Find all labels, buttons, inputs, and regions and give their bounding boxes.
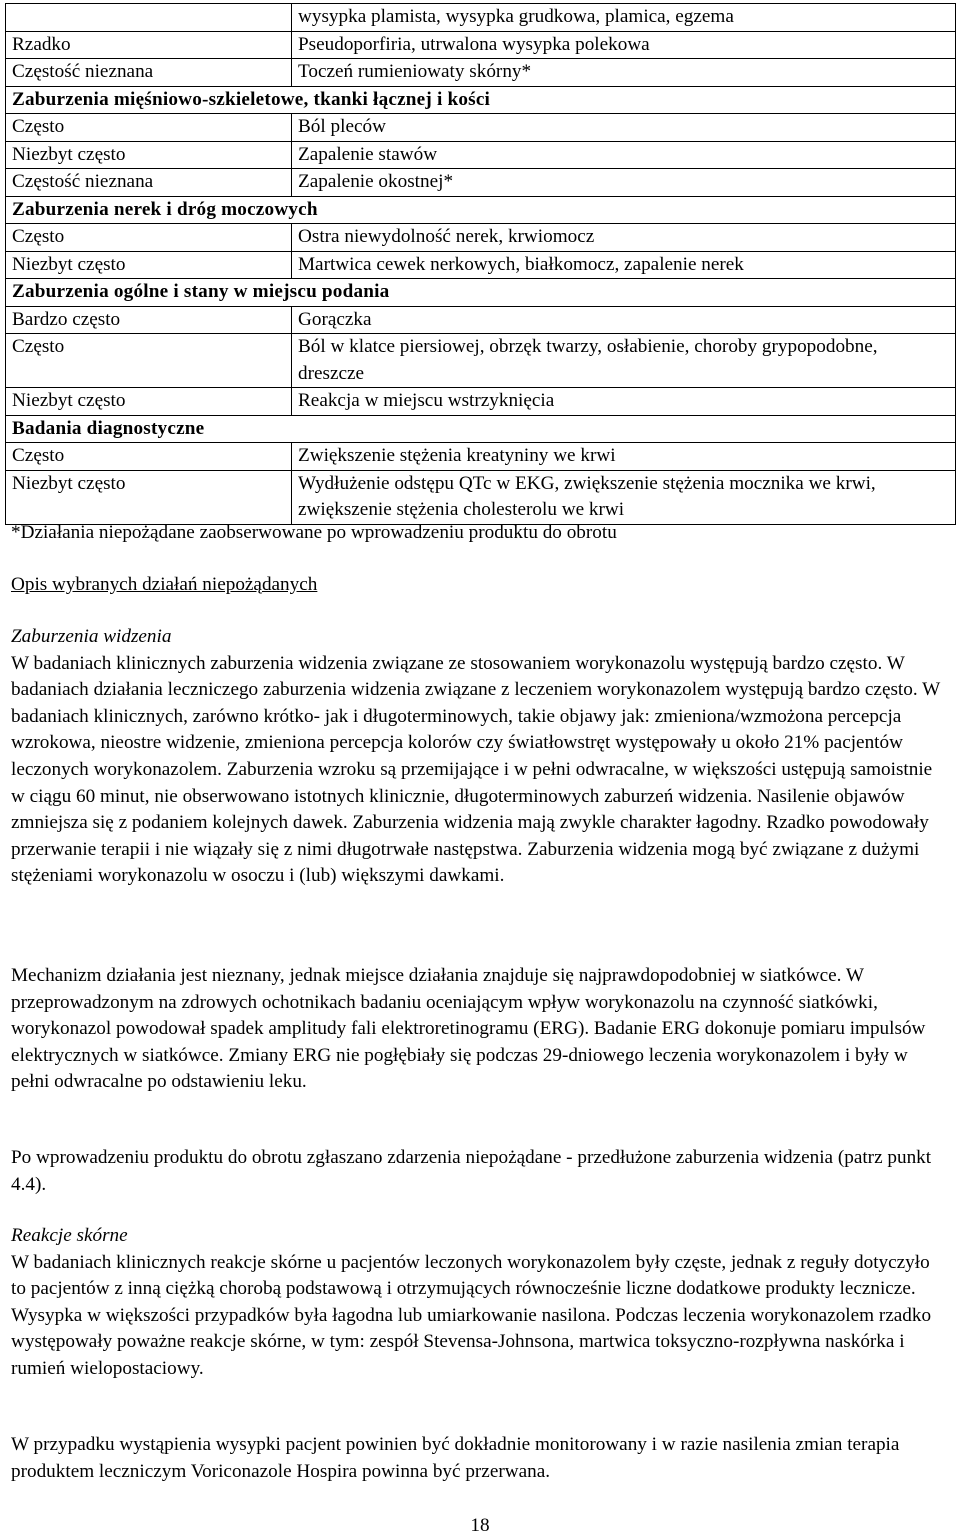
vision-paragraph-2: Mechanizm działania jest nieznany, jednak miejsce działania znajduje się najprawdopodobniej w siatkówce. W przeprowadzonym na zdrowych ochotnikach badaniu oceniającym wpływ worykonazolu na czynność siatkówki, worykonazol powodował spadek amplitudy fali elektroretinogramu (ERG). Badanie ERG dokonuje pomiaru impulsów elektrycznych w siatkówce. Zmiany ERG nie pogłębiały się podczas 29-dniowego leczenia worykonazolem i były w pełni odwracalne po odstawieniu leku. — [11, 965, 926, 1093]
vision-paragraph-1: W badaniach klinicznych zaburzenia widzenia związane ze stosowaniem worykonazolu występują bardzo często. W badaniach działania leczniczego zaburzenia widzenia związane z leczeniem worykonazolem występują bardzo często. W badaniach klinicznych, zarówno krótko- jak i długoterminowych, takie objawy jak: zmieniona/wzmożona percepcja wzrokowa, nieostre widzenie, zmieniona percepcja kolorów czy światłowstręt występowały u około 21% pacjentów leczonych worykonazolem. Zaburzenia wzroku są przemijające i w pełni odwracalne, w większości ustępują samoistnie w ciągu 60 minut, nie obserwowano istotnych klinicznie, długoterminowych zaburzeń widzenia. Nasilenie objawów zmniejsza się z podaniem kolejnych dawek. Zaburzenia widzenia mają zwykle charakter łagodny. Rzadko powodowały przerwanie terapii i nie wiązały się z nimi długotrwałe następstwa. Zaburzenia widzenia mogą być związane z dużymi stężeniami worykonazolu w osoczu i (lub) większymi dawkami. — [11, 652, 940, 887]
vision-mechanism-section — [11, 963, 946, 1096]
effect-cell: Ból w klatce piersiowej, obrzęk twarzy, osłabienie, choroby grypopodobne, dreszcze — [292, 334, 956, 388]
effect-cell: Gorączka — [292, 306, 956, 334]
table-section-row — [6, 415, 956, 443]
skin-section — [11, 1223, 946, 1383]
table-row — [6, 31, 956, 59]
table-row — [6, 470, 956, 524]
table-row — [6, 388, 956, 416]
effect-cell: Martwica cewek nerkowych, białkomocz, zapalenie nerek — [292, 251, 956, 279]
table-row — [6, 334, 956, 388]
frequency-cell: Często — [6, 334, 292, 388]
skin-paragraph-1: W badaniach klinicznych reakcje skórne u pacjentów leczonych worykonazolem były częste, jednak z reguły dotyczyło to pacjentów z inną ciężką chorobą podstawową i otrzymujących równocześnie liczne dodatkowe produkty lecznicze. Wysypka w większości przypadków była łagodna lub umiarkowanie nasilona. Podczas leczenia worykonazolem rzadko występowały poważne reakcje skórne, w tym: zespół Stevensa-Johnsona, martwica toksyczno-rozpływna naskórka i rumień wielopostaciowy. — [11, 1251, 932, 1379]
frequency-cell: Bardzo często — [6, 306, 292, 334]
table-row — [6, 169, 956, 197]
frequency-cell: Często — [6, 443, 292, 471]
skin-heading: Reakcje skórne — [11, 1225, 128, 1246]
table-row — [6, 4, 956, 32]
effect-cell: Zwiększenie stężenia kreatyniny we krwi — [292, 443, 956, 471]
table-row — [6, 224, 956, 252]
frequency-cell: Często — [6, 114, 292, 142]
table-row — [6, 141, 956, 169]
section-label: Zaburzenia ogólne i stany w miejscu podania — [6, 279, 956, 307]
table-section-row — [6, 196, 956, 224]
effect-cell: Reakcja w miejscu wstrzyknięcia — [292, 388, 956, 416]
table-row — [6, 114, 956, 142]
frequency-cell: Niezbyt często — [6, 470, 292, 524]
frequency-cell: Często — [6, 224, 292, 252]
vision-heading: Zaburzenia widzenia — [11, 626, 172, 647]
table-row — [6, 443, 956, 471]
effect-cell: Pseudoporfiria, utrwalona wysypka polekowa — [292, 31, 956, 59]
table-footnote: *Działania niepożądane zaobserwowane po wprowadzeniu produktu do obrotu — [11, 522, 617, 543]
vision-section — [11, 624, 946, 890]
vision-paragraph-3: Po wprowadzeniu produktu do obrotu zgłaszano zdarzenia niepożądane - przedłużone zaburzenia widzenia (patrz punkt 4.4). — [11, 1147, 932, 1195]
page-number: 18 — [470, 1515, 490, 1536]
table-row — [6, 251, 956, 279]
effect-cell: Zapalenie okostnej* — [292, 169, 956, 197]
section-heading-selected-effects — [11, 572, 946, 599]
table-row — [6, 59, 956, 87]
section-label: Zaburzenia mięśniowo-szkieletowe, tkanki łącznej i kości — [6, 86, 956, 114]
table-row — [6, 306, 956, 334]
section-label: Zaburzenia nerek i dróg moczowych — [6, 196, 956, 224]
effect-cell: Wydłużenie odstępu QTc w EKG, zwiększenie stężenia mocznika we krwi, zwiększenie stężenia cholesterolu we krwi — [292, 470, 956, 524]
effect-cell: Ból pleców — [292, 114, 956, 142]
frequency-cell: Niezbyt często — [6, 141, 292, 169]
frequency-cell: Niezbyt często — [6, 388, 292, 416]
skin-monitoring-section — [11, 1432, 946, 1485]
section-label: Badania diagnostyczne — [6, 415, 956, 443]
frequency-cell: Niezbyt często — [6, 251, 292, 279]
effect-cell: Toczeń rumieniowaty skórny* — [292, 59, 956, 87]
frequency-cell: Rzadko — [6, 31, 292, 59]
frequency-cell — [6, 4, 292, 32]
selected-effects-heading: Opis wybranych działań niepożądanych — [11, 574, 318, 595]
skin-paragraph-2: W przypadku wystąpienia wysypki pacjent powinien być dokładnie monitorowany i w razie nasilenia zmian terapia produktem leczniczym Voriconazole Hospira powinna być przerwana. — [11, 1434, 900, 1482]
vision-postmarketing-section — [11, 1145, 946, 1198]
adverse-effects-table-body — [6, 4, 956, 525]
table-section-row — [6, 86, 956, 114]
effect-cell: wysypka plamista, wysypka grudkowa, plamica, egzema — [292, 4, 956, 32]
frequency-cell: Częstość nieznana — [6, 169, 292, 197]
frequency-cell: Częstość nieznana — [6, 59, 292, 87]
effect-cell: Ostra niewydolność nerek, krwiomocz — [292, 224, 956, 252]
adverse-effects-table — [5, 3, 956, 525]
table-section-row — [6, 279, 956, 307]
effect-cell: Zapalenie stawów — [292, 141, 956, 169]
